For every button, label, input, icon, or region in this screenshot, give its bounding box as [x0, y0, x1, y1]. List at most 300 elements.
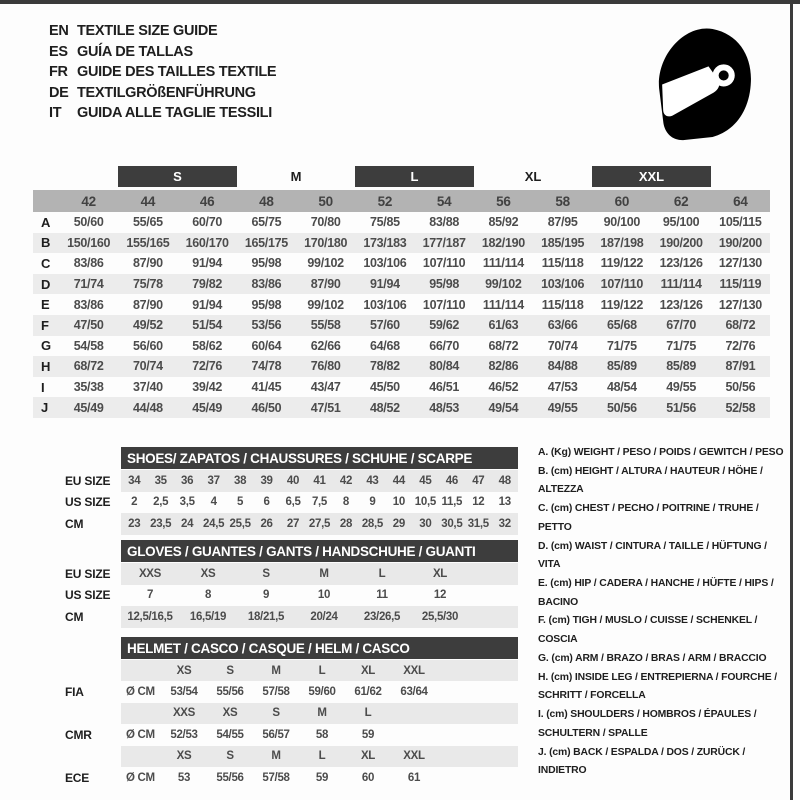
subtable-cell: M [271, 750, 281, 763]
size-number: 54 [436, 193, 452, 209]
table-cell: 75/85 [369, 215, 400, 230]
subtable-cell: 61/62 [354, 686, 382, 699]
subtable-row [33, 492, 518, 514]
subtable-cell: L [318, 664, 326, 677]
row-label: G [41, 338, 51, 354]
table-cell: 107/110 [600, 277, 644, 292]
subtable-cell: 61 [407, 771, 421, 784]
legend-item: H. (cm) INSIDE LEG / ENTREPIERNA / FOURCHE / SCHRITT / FORCELLA [538, 671, 777, 702]
table-cell: 170/180 [304, 235, 348, 250]
table-cell: 64/68 [369, 338, 400, 353]
subtable-cell: L [318, 750, 326, 763]
table-cell: 54/58 [73, 338, 104, 353]
unit-label: Ø CM [126, 728, 155, 741]
table-cell: 48/54 [606, 380, 637, 395]
subtable-row [33, 767, 518, 788]
table-cell: 70/80 [310, 215, 341, 230]
table-cell: 127/130 [718, 256, 762, 271]
table-cell: 68/72 [488, 338, 519, 353]
subtable-cell: 39 [260, 474, 273, 487]
table-cell: 177/187 [422, 235, 466, 250]
table-cell: 46/51 [429, 380, 460, 395]
table-cell: 68/72 [73, 359, 104, 374]
table-row [33, 274, 770, 295]
subtable-band [121, 585, 518, 607]
subtable-cell: XS [200, 567, 216, 580]
table-cell: 83/86 [73, 256, 104, 271]
size-number: 56 [496, 193, 511, 209]
subtable-title: SHOES/ ZAPATOS / CHAUSSURES / SCHUHE / SCARPE [121, 447, 518, 469]
table-cell: 91/94 [369, 277, 400, 292]
subtable-cell: 25,5/30 [421, 610, 459, 623]
subtable-cell: 53 [177, 771, 191, 784]
table-cell: 63/66 [547, 318, 578, 333]
size-number: 62 [673, 193, 689, 209]
table-cell: 99/102 [485, 277, 522, 292]
legend-item: J. (cm) BACK / ESPALDA / DOS / ZURÜCK / INDIETRO [538, 746, 746, 777]
subtable-cell: M [317, 707, 327, 720]
subtable-cell: S [272, 707, 280, 720]
table-cell: 190/200 [718, 235, 762, 250]
subtable-band [121, 724, 518, 745]
table-cell: 85/89 [666, 359, 697, 374]
table-cell: 85/92 [488, 215, 519, 230]
subtable-cell: 26 [260, 517, 273, 530]
subtable-cell: 16,5/19 [189, 610, 227, 623]
table-cell: 91/94 [192, 256, 223, 271]
subtable-cell: XXS [172, 707, 196, 720]
textile-size-table [33, 166, 770, 418]
table-cell: 95/98 [429, 277, 460, 292]
subtable-cell: 46 [445, 474, 458, 487]
title-spacer [33, 540, 121, 563]
table-row [33, 253, 770, 274]
subtable-cell: 41 [313, 474, 326, 487]
top-border [0, 0, 800, 4]
subtable-cell: 38 [233, 474, 247, 487]
row-label: E [41, 297, 50, 313]
subtable-cell: 43 [366, 474, 379, 487]
table-cell: 58/62 [192, 338, 223, 353]
subtable-band [121, 703, 518, 724]
subtable-band [121, 563, 518, 585]
size-group-header [33, 166, 770, 190]
table-cell: 60/64 [251, 338, 282, 353]
table-cell: 41/45 [251, 380, 282, 395]
row-label: F [41, 317, 49, 333]
language-row [49, 103, 276, 124]
table-cell: 95/100 [662, 215, 700, 230]
table-cell: 127/130 [718, 297, 762, 312]
table-cell: 103/106 [363, 297, 407, 312]
subtable-band [121, 660, 518, 681]
subtable-cell: 30 [419, 517, 432, 530]
table-cell: 39/42 [192, 380, 223, 395]
subtable-cell: 12,5/16,5 [127, 610, 173, 623]
legend-item: I. (cm) SHOULDERS / HOMBROS / ÉPAULES / SCHULTERN / SPALLE [538, 709, 757, 739]
language-code: FR [49, 64, 68, 81]
table-cell: 173/183 [363, 235, 407, 250]
subtable-cell: 37 [207, 474, 220, 487]
subtable-cell: 5 [237, 496, 244, 509]
title-spacer [33, 637, 121, 660]
subtable-cell: 63/64 [400, 686, 428, 699]
language-code: IT [49, 105, 62, 122]
subtable-band [121, 513, 518, 535]
size-group-xl: XL [524, 169, 542, 184]
subtable-row-label [33, 746, 121, 767]
table-cell: 48/53 [429, 400, 460, 415]
subtable-row-label: US SIZE [65, 495, 111, 510]
size-group-l: L [355, 166, 474, 187]
size-number: 44 [140, 193, 156, 209]
legend-item: C. (cm) CHEST / PECHO / POITRINE / TRUHE / PETTO [538, 503, 759, 533]
table-cell: 74/78 [251, 359, 282, 374]
subtable-cell: 11,5 [441, 496, 463, 509]
table-cell: 43/47 [310, 380, 341, 395]
table-cell: 115/118 [541, 256, 584, 271]
subtable-cell: 3,5 [179, 496, 195, 509]
subtable-cell: 2,5 [153, 496, 169, 509]
subtable-cell: S [226, 664, 234, 677]
size-number-row [33, 190, 770, 212]
size-group-xxl: XXL [592, 166, 711, 187]
language-row [49, 62, 276, 83]
table-cell: 71/75 [606, 338, 637, 353]
helmet-icon [650, 26, 758, 142]
table-cell: 111/114 [482, 256, 524, 271]
subtable-row-label: CMR [65, 727, 92, 742]
subtable-cell: 60 [361, 771, 375, 784]
right-border [790, 0, 793, 800]
table-row [33, 233, 770, 254]
subtable-band [121, 767, 518, 788]
table-cell: 87/95 [547, 215, 578, 230]
subtable-band [121, 606, 518, 628]
table-cell: 50/56 [725, 380, 756, 395]
subtable-cell: 25,5 [229, 517, 251, 530]
table-cell: 155/165 [126, 235, 170, 250]
subtable-title: HELMET / CASCO / CASQUE / HELM / CASCO [121, 637, 518, 659]
table-cell: 52/58 [725, 400, 756, 415]
table-cell: 65/75 [251, 215, 282, 230]
subtable-row [33, 681, 518, 702]
table-cell: 83/86 [251, 277, 282, 292]
helmet-size-table [33, 637, 518, 788]
row-label: C [41, 255, 51, 271]
table-cell: 75/78 [132, 277, 163, 292]
subtable-row [33, 660, 518, 681]
subtable-cell: 23,5 [150, 517, 172, 530]
table-row [33, 377, 770, 398]
table-cell: 78/82 [369, 359, 400, 374]
subtable-cell: 54/55 [216, 728, 244, 741]
row-label: H [41, 358, 51, 374]
table-cell: 51/54 [192, 318, 223, 333]
subtable-cell: 7 [146, 589, 154, 602]
subtable-cell: 12 [472, 496, 485, 509]
table-cell: 57/60 [369, 318, 400, 333]
table-cell: 107/110 [422, 256, 466, 271]
language-row [49, 21, 276, 42]
size-number: 60 [614, 193, 630, 209]
table-cell: 115/119 [719, 277, 762, 292]
table-cell: 60/70 [192, 215, 223, 230]
subtable-cell: 32 [498, 517, 511, 530]
table-cell: 99/102 [307, 297, 344, 312]
subtable-cell: 52/53 [170, 728, 198, 741]
unit-label [121, 660, 161, 681]
size-number: 42 [81, 193, 96, 209]
subtable-title-row [33, 540, 518, 563]
subtable-row [33, 724, 518, 745]
subtable-row [33, 563, 518, 585]
table-cell: 44/48 [132, 400, 163, 415]
subtable-cell: 4 [210, 496, 217, 509]
size-group-s: S [118, 166, 237, 187]
subtable-row-label [33, 660, 121, 681]
subtable-cell: XS [176, 750, 192, 763]
subtable-band [121, 470, 518, 492]
subtable-cell [391, 703, 437, 724]
table-cell: 45/49 [73, 400, 104, 415]
legend-item: E. (cm) HIP / CADERA / HANCHE / HÜFTE / HIPS / BACINO [538, 578, 774, 608]
unit-label [121, 703, 161, 724]
table-cell: 47/53 [547, 380, 578, 395]
table-cell: 95/98 [251, 297, 282, 312]
table-cell: 67/70 [666, 318, 697, 333]
guide-title: GUIDE DES TAILLES TEXTILE [77, 64, 277, 81]
subtable-cell: 56/57 [262, 728, 290, 741]
subtable-cell: 8 [204, 589, 212, 602]
table-cell: 123/126 [659, 297, 703, 312]
table-cell: 85/89 [606, 359, 637, 374]
legend-item: D. (cm) WAIST / CINTURA / TAILLE / HÜFTUNG / VITA [538, 540, 767, 571]
subtable-cell: L [378, 567, 386, 580]
subtable-cell: S [226, 750, 234, 763]
gloves-size-table [33, 540, 518, 628]
subtable-cell: XL [360, 750, 376, 763]
subtable-row [33, 746, 518, 767]
table-cell: 72/76 [725, 338, 756, 353]
table-row [33, 336, 770, 357]
table-cell: 35/38 [73, 380, 104, 395]
language-code: EN [49, 23, 69, 40]
table-cell: 55/58 [310, 318, 341, 333]
subtable-cell: 11 [376, 589, 388, 602]
guide-title: GUIDA ALLE TAGLIE TESSILI [77, 105, 272, 122]
subtable-cell: M [271, 664, 281, 677]
table-cell: 51/56 [666, 400, 697, 415]
table-cell: 111/114 [482, 297, 524, 312]
size-number: 64 [733, 193, 748, 209]
table-cell: 111/114 [660, 277, 702, 292]
table-cell: 61/63 [488, 318, 519, 333]
table-cell: 99/102 [307, 256, 344, 271]
title-language-list [49, 21, 276, 124]
guide-title: GUÍA DE TALLAS [77, 43, 193, 60]
table-cell: 87/90 [310, 277, 341, 292]
table-cell: 71/75 [666, 338, 697, 353]
subtable-cell: L [364, 707, 372, 720]
guide-title: TEXTILE SIZE GUIDE [77, 23, 218, 40]
table-cell: 45/49 [192, 400, 223, 415]
size-number: 48 [259, 193, 274, 209]
table-cell: 103/106 [541, 277, 585, 292]
subtable-cell: 48 [498, 474, 511, 487]
table-cell: 105/115 [719, 215, 762, 230]
subtable-cell: M [319, 567, 329, 580]
subtable-cell: 35 [154, 474, 167, 487]
subtable-cell: 55/56 [216, 771, 244, 784]
table-cell: 123/126 [659, 256, 703, 271]
subtable-cell: 28 [339, 517, 353, 530]
language-code: ES [49, 43, 68, 60]
subtable-cell: 23/26,5 [363, 610, 401, 623]
table-cell: 49/55 [547, 400, 578, 415]
row-label: A [41, 214, 51, 230]
subtable-title: GLOVES / GUANTES / GANTS / HANDSCHUHE / GUANTI [121, 540, 518, 562]
subtable-row [33, 513, 518, 535]
subtable-cell: 28,5 [361, 517, 384, 530]
table-cell: 53/56 [251, 318, 282, 333]
subtable-row [33, 585, 518, 607]
subtable-cell: 10 [392, 496, 405, 509]
table-cell: 80/84 [429, 359, 460, 374]
table-cell: 185/195 [541, 235, 585, 250]
table-cell: 103/106 [363, 256, 407, 271]
table-row [33, 294, 770, 315]
subtable-cell: 57/58 [262, 686, 290, 699]
subtable-row [33, 470, 518, 492]
table-cell: 150/160 [67, 235, 111, 250]
subtable-cell: XS [222, 707, 238, 720]
subtable-cell: 12 [433, 589, 447, 602]
row-label-spacer [33, 190, 59, 212]
subtable-cell: 44 [392, 474, 405, 487]
table-cell: 45/50 [369, 380, 400, 395]
size-number: 46 [199, 193, 215, 209]
language-code: DE [49, 84, 69, 101]
subtable-row-label: FIA [65, 685, 84, 700]
subtable-cell: XL [432, 567, 448, 580]
subtable-cell: 6,5 [285, 496, 301, 509]
table-cell: 187/198 [600, 235, 644, 250]
subtable-row [33, 606, 518, 628]
subtable-cell: 29 [392, 517, 405, 530]
subtable-cell: 31,5 [467, 517, 489, 530]
subtable-cell: 40 [286, 474, 300, 487]
table-cell: 50/56 [606, 400, 637, 415]
table-cell: 59/62 [429, 318, 460, 333]
subtable-band [121, 746, 518, 767]
subtable-row-label [33, 703, 121, 724]
subtable-cell: 59/60 [308, 686, 336, 699]
table-cell: 160/170 [185, 235, 229, 250]
guide-title: TEXTILGRÖßENFÜHRUNG [77, 84, 256, 101]
size-number: 50 [318, 193, 333, 209]
subtable-cell: 53/54 [170, 686, 198, 699]
subtable-cell: 27 [286, 517, 300, 530]
subtable-cell: 57/58 [262, 771, 290, 784]
table-cell: 37/40 [132, 380, 163, 395]
row-label: D [41, 276, 51, 292]
table-cell: 87/90 [132, 256, 163, 271]
measurement-legend [538, 444, 790, 781]
table-cell: 79/82 [192, 277, 223, 292]
table-row [33, 397, 770, 418]
table-cell: 91/94 [192, 297, 223, 312]
legend-item: B. (cm) HEIGHT / ALTURA / HAUTEUR / HÖHE / ALTEZZA [538, 465, 763, 496]
subtable-cell: 7,5 [311, 496, 328, 509]
table-row [33, 315, 770, 336]
subtable-cell: 47 [472, 474, 485, 487]
subtable-cell: 30,5 [441, 517, 463, 530]
table-cell: 62/66 [310, 338, 341, 353]
subtable-cell: 59 [315, 771, 329, 784]
table-cell: 87/91 [725, 359, 756, 374]
table-cell: 107/110 [422, 297, 466, 312]
subtable-cell: 36 [181, 474, 194, 487]
subtable-band [121, 681, 518, 702]
subtable-cell: 9 [262, 589, 270, 602]
table-cell: 65/68 [606, 318, 637, 333]
table-cell: 48/52 [369, 400, 400, 415]
table-cell: 46/52 [488, 380, 519, 395]
table-cell: 71/74 [73, 277, 104, 292]
subtable-cell: 10,5 [414, 496, 436, 509]
table-cell: 165/175 [244, 235, 288, 250]
legend-item: A. (Kg) WEIGHT / PESO / POIDS / GEWITCH / PESO [538, 447, 784, 458]
table-cell: 115/118 [541, 297, 584, 312]
subtable-row-label: ECE [65, 770, 90, 785]
subtable-row-label: EU SIZE [65, 566, 111, 581]
subtable-cell: XS [176, 664, 192, 677]
table-cell: 55/65 [132, 215, 163, 230]
subtable-title-row [33, 447, 518, 470]
subtable-cell: 2 [131, 496, 138, 509]
table-cell: 66/70 [429, 338, 460, 353]
subtable-cell: 23 [128, 517, 141, 530]
table-cell: 95/98 [251, 256, 282, 271]
table-cell: 72/76 [192, 359, 223, 374]
legend-item: F. (cm) TIGH / MUSLO / CUISSE / SCHENKEL / COSCIA [538, 615, 758, 646]
language-row [49, 42, 276, 63]
subtable-cell: 27,5 [308, 517, 331, 530]
subtable-cell: XXL [403, 664, 425, 677]
subtable-row-label: EU SIZE [65, 473, 111, 488]
subtable-row-label: CM [65, 609, 84, 624]
table-cell: 49/55 [666, 380, 697, 395]
subtable-row-label: CM [65, 516, 84, 531]
table-cell: 70/74 [132, 359, 163, 374]
table-row [33, 356, 770, 377]
size-group-m: M [290, 169, 302, 184]
subtable-cell: 8 [342, 496, 349, 509]
subtable-band [121, 492, 518, 514]
table-cell: 49/52 [132, 318, 163, 333]
subtable-cell: 34 [128, 474, 141, 487]
subtable-title-row [33, 637, 518, 660]
subtable-cell: 45 [419, 474, 432, 487]
table-cell: 90/100 [603, 215, 641, 230]
table-cell: 83/86 [73, 297, 104, 312]
table-cell: 70/74 [547, 338, 578, 353]
unit-label: Ø CM [126, 686, 155, 699]
size-number: 52 [377, 193, 393, 209]
row-label: B [41, 235, 51, 251]
table-cell: 46/50 [251, 400, 282, 415]
